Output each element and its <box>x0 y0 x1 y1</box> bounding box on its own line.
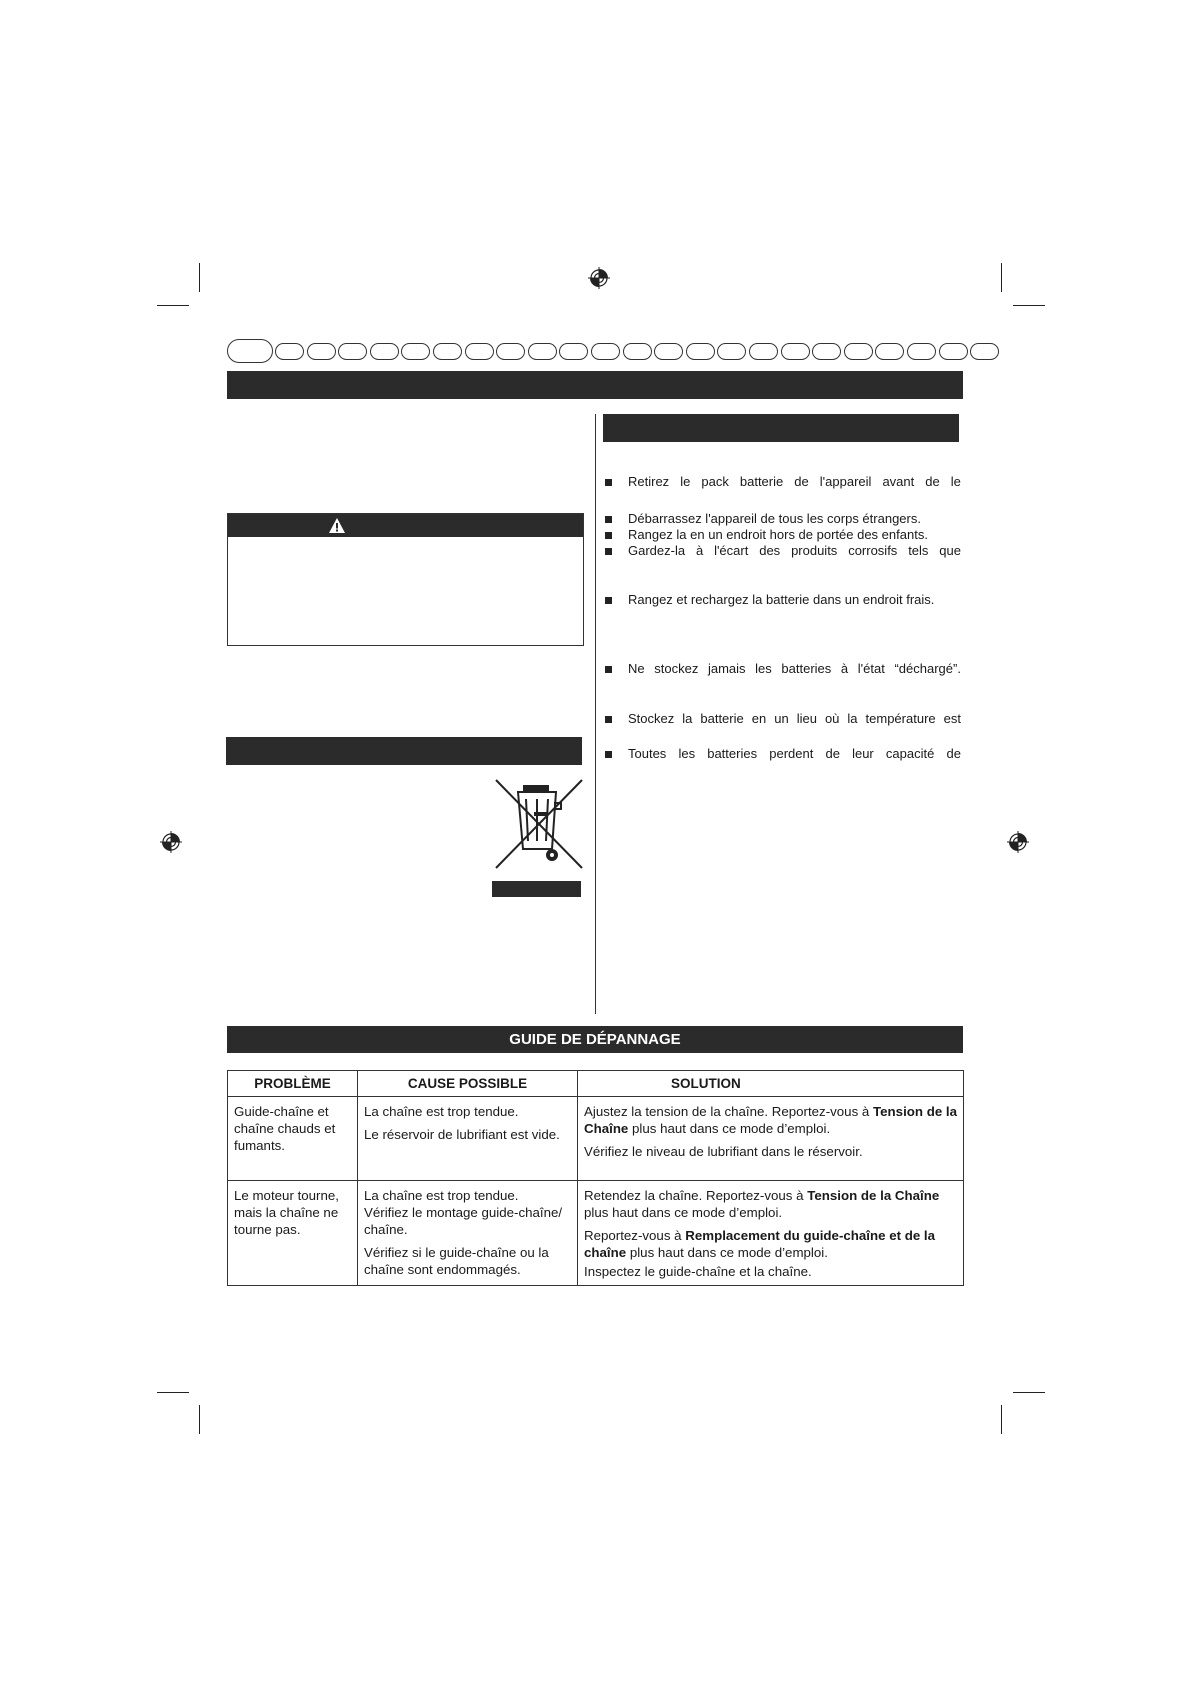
language-tab <box>559 343 588 360</box>
problem-cell: Guide-chaîne et chaîne chauds et fumants. <box>228 1097 358 1181</box>
language-tab <box>275 343 304 360</box>
bullet-square-icon <box>605 716 612 723</box>
bullet-square-icon <box>605 751 612 758</box>
language-tab <box>812 343 841 360</box>
cause-line: Vérifiez si le guide-chaîne ou la chaîne sont endommagés. <box>364 1245 549 1277</box>
language-tab <box>623 343 652 360</box>
section-header-bar <box>227 371 963 399</box>
crop-mark <box>199 263 200 292</box>
cause-line: La chaîne est trop tendue. <box>364 1188 519 1203</box>
crop-mark <box>199 1405 200 1434</box>
warning-triangle-icon <box>328 517 346 534</box>
language-tab <box>465 343 494 360</box>
language-tab <box>686 343 715 360</box>
warning-box <box>227 513 584 646</box>
troubleshooting-title-bar <box>227 1026 963 1053</box>
bullet-text: Gardez-la à l'écart des produits corrosifs tels que <box>628 543 961 558</box>
storage-header-bar <box>603 414 959 442</box>
cause-cell <box>358 1097 578 1181</box>
solution-line: Inspectez le guide-chaîne et la chaîne. <box>584 1264 812 1279</box>
language-tab <box>528 343 557 360</box>
bullet-text: Toutes les batteries perdent de leur capacité de <box>628 746 961 761</box>
table-header-row <box>228 1071 964 1097</box>
language-tab <box>907 343 936 360</box>
language-tab <box>749 343 778 360</box>
language-tab <box>939 343 968 360</box>
solution-line: Reportez-vous à Remplacement du guide-chaîne et de la chaîne plus haut dans ce mode d’emploi. <box>584 1228 936 1260</box>
environment-header-bar <box>226 737 582 765</box>
bullet-square-icon <box>605 597 612 604</box>
bullet-text: Ne stockez jamais les batteries à l'état “déchargé”. <box>628 661 961 676</box>
language-tab <box>370 343 399 360</box>
header-problem: PROBLÈME <box>228 1071 358 1097</box>
crop-mark <box>1001 263 1002 292</box>
language-tab <box>781 343 810 360</box>
bullet-square-icon <box>605 479 612 486</box>
crossed-out-wheelie-bin-icon <box>493 777 585 871</box>
language-tab <box>227 339 273 363</box>
crop-mark <box>1013 1392 1045 1393</box>
language-tabs <box>227 339 967 363</box>
registration-crosshair-icon <box>588 267 610 289</box>
solution-line: Vérifiez le niveau de lubrifiant dans le réservoir. <box>584 1144 863 1159</box>
bullet-square-icon <box>605 666 612 673</box>
bullet-square-icon <box>605 516 612 523</box>
table-row <box>228 1181 964 1286</box>
language-tab <box>401 343 430 360</box>
problem-cell: Le moteur tourne, mais la chaîne ne tourne pas. <box>228 1181 358 1286</box>
bullet-square-icon <box>605 532 612 539</box>
solution-cell <box>578 1181 964 1286</box>
bullet-text: Rangez et rechargez la batterie dans un endroit frais. <box>628 592 935 607</box>
cause-line: Le réservoir de lubrifiant est vide. <box>364 1127 560 1142</box>
solution-line: Retendez la chaîne. Reportez-vous à Tension de la Chaîne plus haut dans ce mode d’emploi. <box>584 1188 940 1220</box>
cause-line: Vérifiez le montage guide-chaîne/ chaîne. <box>364 1205 563 1237</box>
cause-line: La chaîne est trop tendue. <box>364 1104 519 1119</box>
bullet-text: Débarrassez l'appareil de tous les corps étrangers. <box>628 511 921 526</box>
registration-crosshair-icon <box>1007 831 1029 853</box>
solution-cell <box>578 1097 964 1181</box>
troubleshooting-title: GUIDE DE DÉPANNAGE <box>509 1031 681 1048</box>
troubleshooting-table <box>227 1070 964 1286</box>
language-tab <box>307 343 336 360</box>
language-tab <box>970 343 999 360</box>
column-divider <box>595 414 596 1014</box>
header-cause: CAUSE POSSIBLE <box>358 1071 578 1097</box>
language-tab <box>844 343 873 360</box>
language-tab <box>717 343 746 360</box>
language-tab <box>433 343 462 360</box>
recycling-label-bar <box>492 881 581 897</box>
registration-crosshair-icon <box>160 831 182 853</box>
cause-cell <box>358 1181 578 1286</box>
language-tab <box>496 343 525 360</box>
language-tab <box>338 343 367 360</box>
language-tab <box>654 343 683 360</box>
language-tab <box>875 343 904 360</box>
bullet-square-icon <box>605 548 612 555</box>
table-row <box>228 1097 964 1181</box>
warning-header <box>228 514 583 537</box>
crop-mark <box>1001 1405 1002 1434</box>
crop-mark <box>157 1392 189 1393</box>
crop-mark <box>1013 305 1045 306</box>
crop-mark <box>157 305 189 306</box>
header-solution: SOLUTION <box>578 1071 964 1097</box>
language-tab <box>591 343 620 360</box>
bullet-text: Rangez la en un endroit hors de portée des enfants. <box>628 527 928 542</box>
bullet-text: Stockez la batterie en un lieu où la température est <box>628 711 961 726</box>
solution-line: Ajustez la tension de la chaîne. Reportez-vous à Tension de la Chaîne plus haut dans ce mode d’emploi. <box>584 1104 957 1136</box>
bullet-text: Retirez le pack batterie de l'appareil avant de le <box>628 474 961 489</box>
